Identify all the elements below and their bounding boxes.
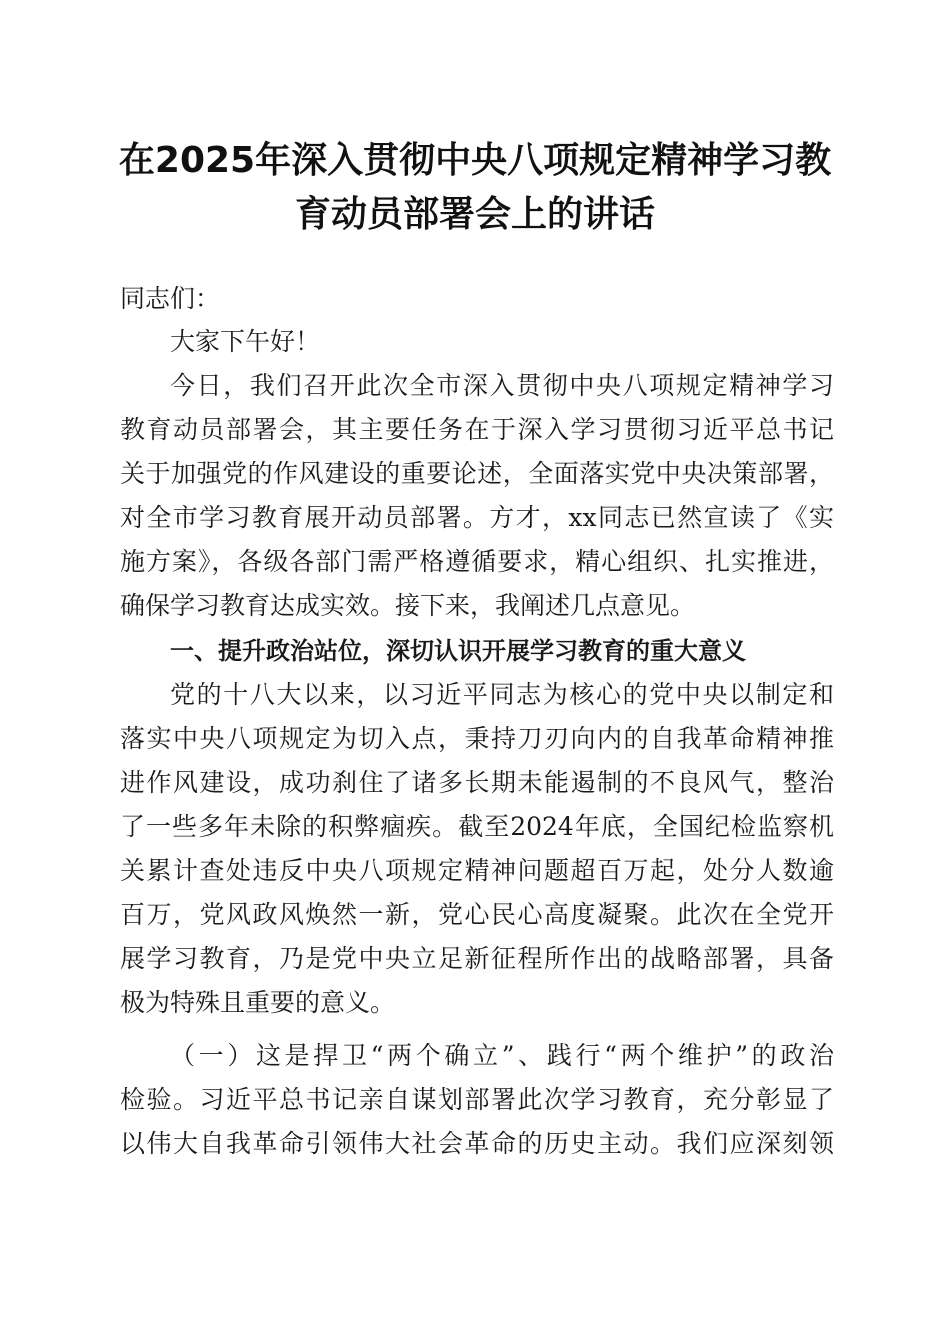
paragraph-line: 进作风建设，成功刹住了诸多长期未能遏制的不良风气，整治 xyxy=(120,768,834,797)
section-heading: 一、提升政治站位，深切认识开展学习教育的重大意义 xyxy=(170,637,746,665)
paragraph-line: 关于加强党的作风建设的重要论述，全面落实党中央决策部署， xyxy=(120,459,834,488)
paragraph-line: 落实中央八项规定为切入点，秉持刀刃向内的自我革命精神推 xyxy=(120,724,834,753)
paragraph-line: 极为特殊且重要的意义。 xyxy=(120,988,396,1017)
paragraph-line: 展学习教育，乃是党中央立足新征程所作出的战略部署，具备 xyxy=(120,944,834,973)
paragraph-line: 今日，我们召开此次全市深入贯彻中央八项规定精神学习 xyxy=(170,371,834,400)
title-line-1: 在2025年深入贯彻中央八项规定精神学习教 xyxy=(118,140,832,181)
paragraph-line: 百万，党风政风焕然一新，党心民心高度凝聚。此次在全党开 xyxy=(120,900,834,929)
paragraph-line: 对全市学习教育展开动员部署。方才，xx同志已然宣读了《实 xyxy=(120,503,834,532)
paragraph-line: 教育动员部署会，其主要任务在于深入学习贯彻习近平总书记 xyxy=(120,415,834,444)
subsection-heading-line: （一）这是捍卫“两个确立”、践行“两个维护”的政治 xyxy=(170,1041,834,1070)
title-line-2: 育动员部署会上的讲话 xyxy=(294,194,655,235)
salutation: 同志们： xyxy=(120,284,221,313)
paragraph-line: 党的十八大以来，以习近平同志为核心的党中央以制定和 xyxy=(170,680,834,709)
paragraph-line: 检验。习近平总书记亲自谋划部署此次学习教育，充分彰显了 xyxy=(120,1085,834,1114)
paragraph-line: 关累计查处违反中央八项规定精神问题超百万起，处分人数逾 xyxy=(120,856,834,885)
paragraph-line: 确保学习教育达成实效。接下来，我阐述几点意见。 xyxy=(120,591,696,620)
document-title xyxy=(100,134,850,242)
paragraph-line: 以伟大自我革命引领伟大社会革命的历史主动。我们应深刻领 xyxy=(120,1129,834,1158)
paragraph-line: 施方案》，各级各部门需严格遵循要求，精心组织、扎实推进， xyxy=(120,547,834,576)
paragraph-line: 了一些多年未除的积弊痼疾。截至2024年底，全国纪检监察机 xyxy=(120,812,834,841)
greeting: 大家下午好！ xyxy=(170,327,321,356)
